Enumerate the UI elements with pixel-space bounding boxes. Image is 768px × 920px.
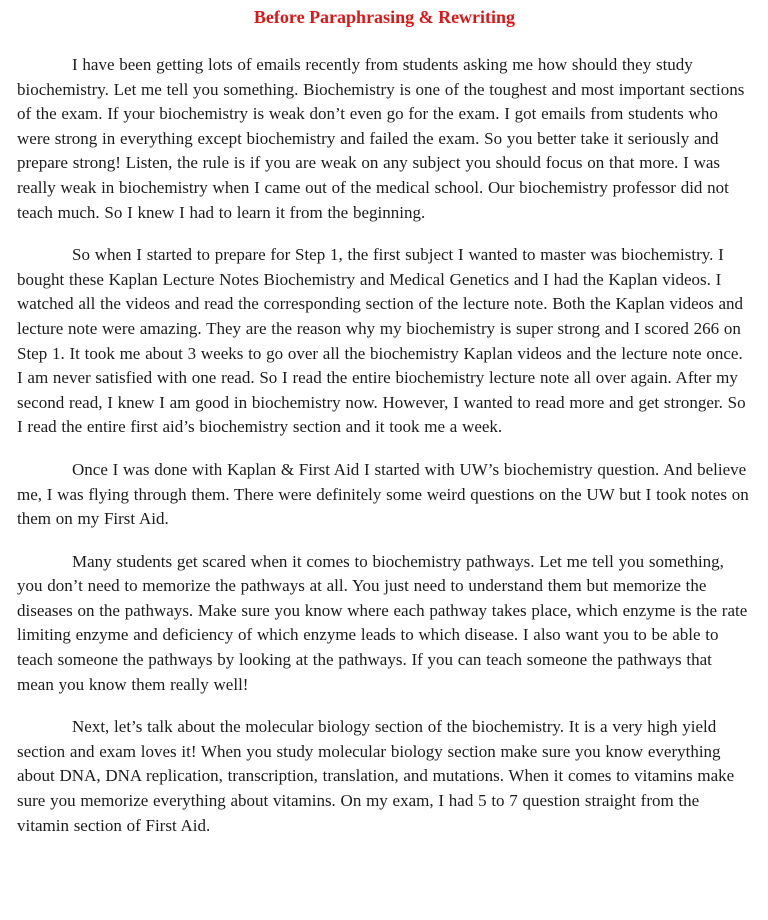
paragraph-3: Once I was done with Kaplan & First Aid I started with UW’s biochemistry question. And believe me, I was flying through them. There were definitely some weird questions on the UW but I took notes on them on my First Aid. [17,459,749,529]
paragraph-1: I have been getting lots of emails recently from students asking me how should they study biochemistry. Let me tell you something. Biochemistry is one of the toughest and most important sections of the exam. If your biochemistry is weak don’t even go for the exam. I got emails from students who were strong in everything except biochemistry and failed the exam. So you better take it seriously and prepare strong! Listen, the rule is if you are weak on any subject you should focus on that more. I was really weak in biochemistry when I came out of the medical school. Our biochemistry professor did not teach much. So I knew I had to learn it from the beginning. [17,55,745,222]
paragraph-2: So when I started to prepare for Step 1, the first subject I wanted to master was biochemistry. I bought these Kaplan Lecture Notes Biochemistry and Medical Genetics and I had the Kaplan videos. I watched all the videos and read the corresponding section of the lecture note. Both the Kaplan videos and lecture note were amazing. They are the reason why my biochemistry is super strong and I scored 266 on Step 1. It took me about 3 weeks to go over all the biochemistry Kaplan videos and the lecture note once. I am never satisfied with one read. So I read the entire biochemistry lecture note all over again. After my second read, I knew I am good in biochemistry now. However, I wanted to read more and get stronger. So I read the entire first aid’s biochemistry section and it took me a week. [17,245,746,437]
paragraph-5: Next, let’s talk about the molecular biology section of the biochemistry. It is a very high yield section and exam loves it! When you study molecular biology section make sure you know everything about DNA, DNA replication, transcription, translation, and mutations. When it comes to vitamins make sure you memorize everything about vitamins. On my exam, I had 5 to 7 question straight from the vitamin section of First Aid. [17,717,735,835]
paragraph-4: Many students get scared when it comes to biochemistry pathways. Let me tell you something, you don’t need to memorize the pathways at all. You just need to understand them but memorize the diseases on the pathways. Make sure you know where each pathway takes place, which enzyme is the rate limiting enzyme and deficiency of which enzyme leads to which disease. I also want you to be able to teach someone the pathways by looking at the pathways. If you can teach someone the pathways that mean you know them really well! [17,551,748,694]
document-body [17,53,752,838]
document-title: Before Paraphrasing & Rewriting [253,7,516,27]
